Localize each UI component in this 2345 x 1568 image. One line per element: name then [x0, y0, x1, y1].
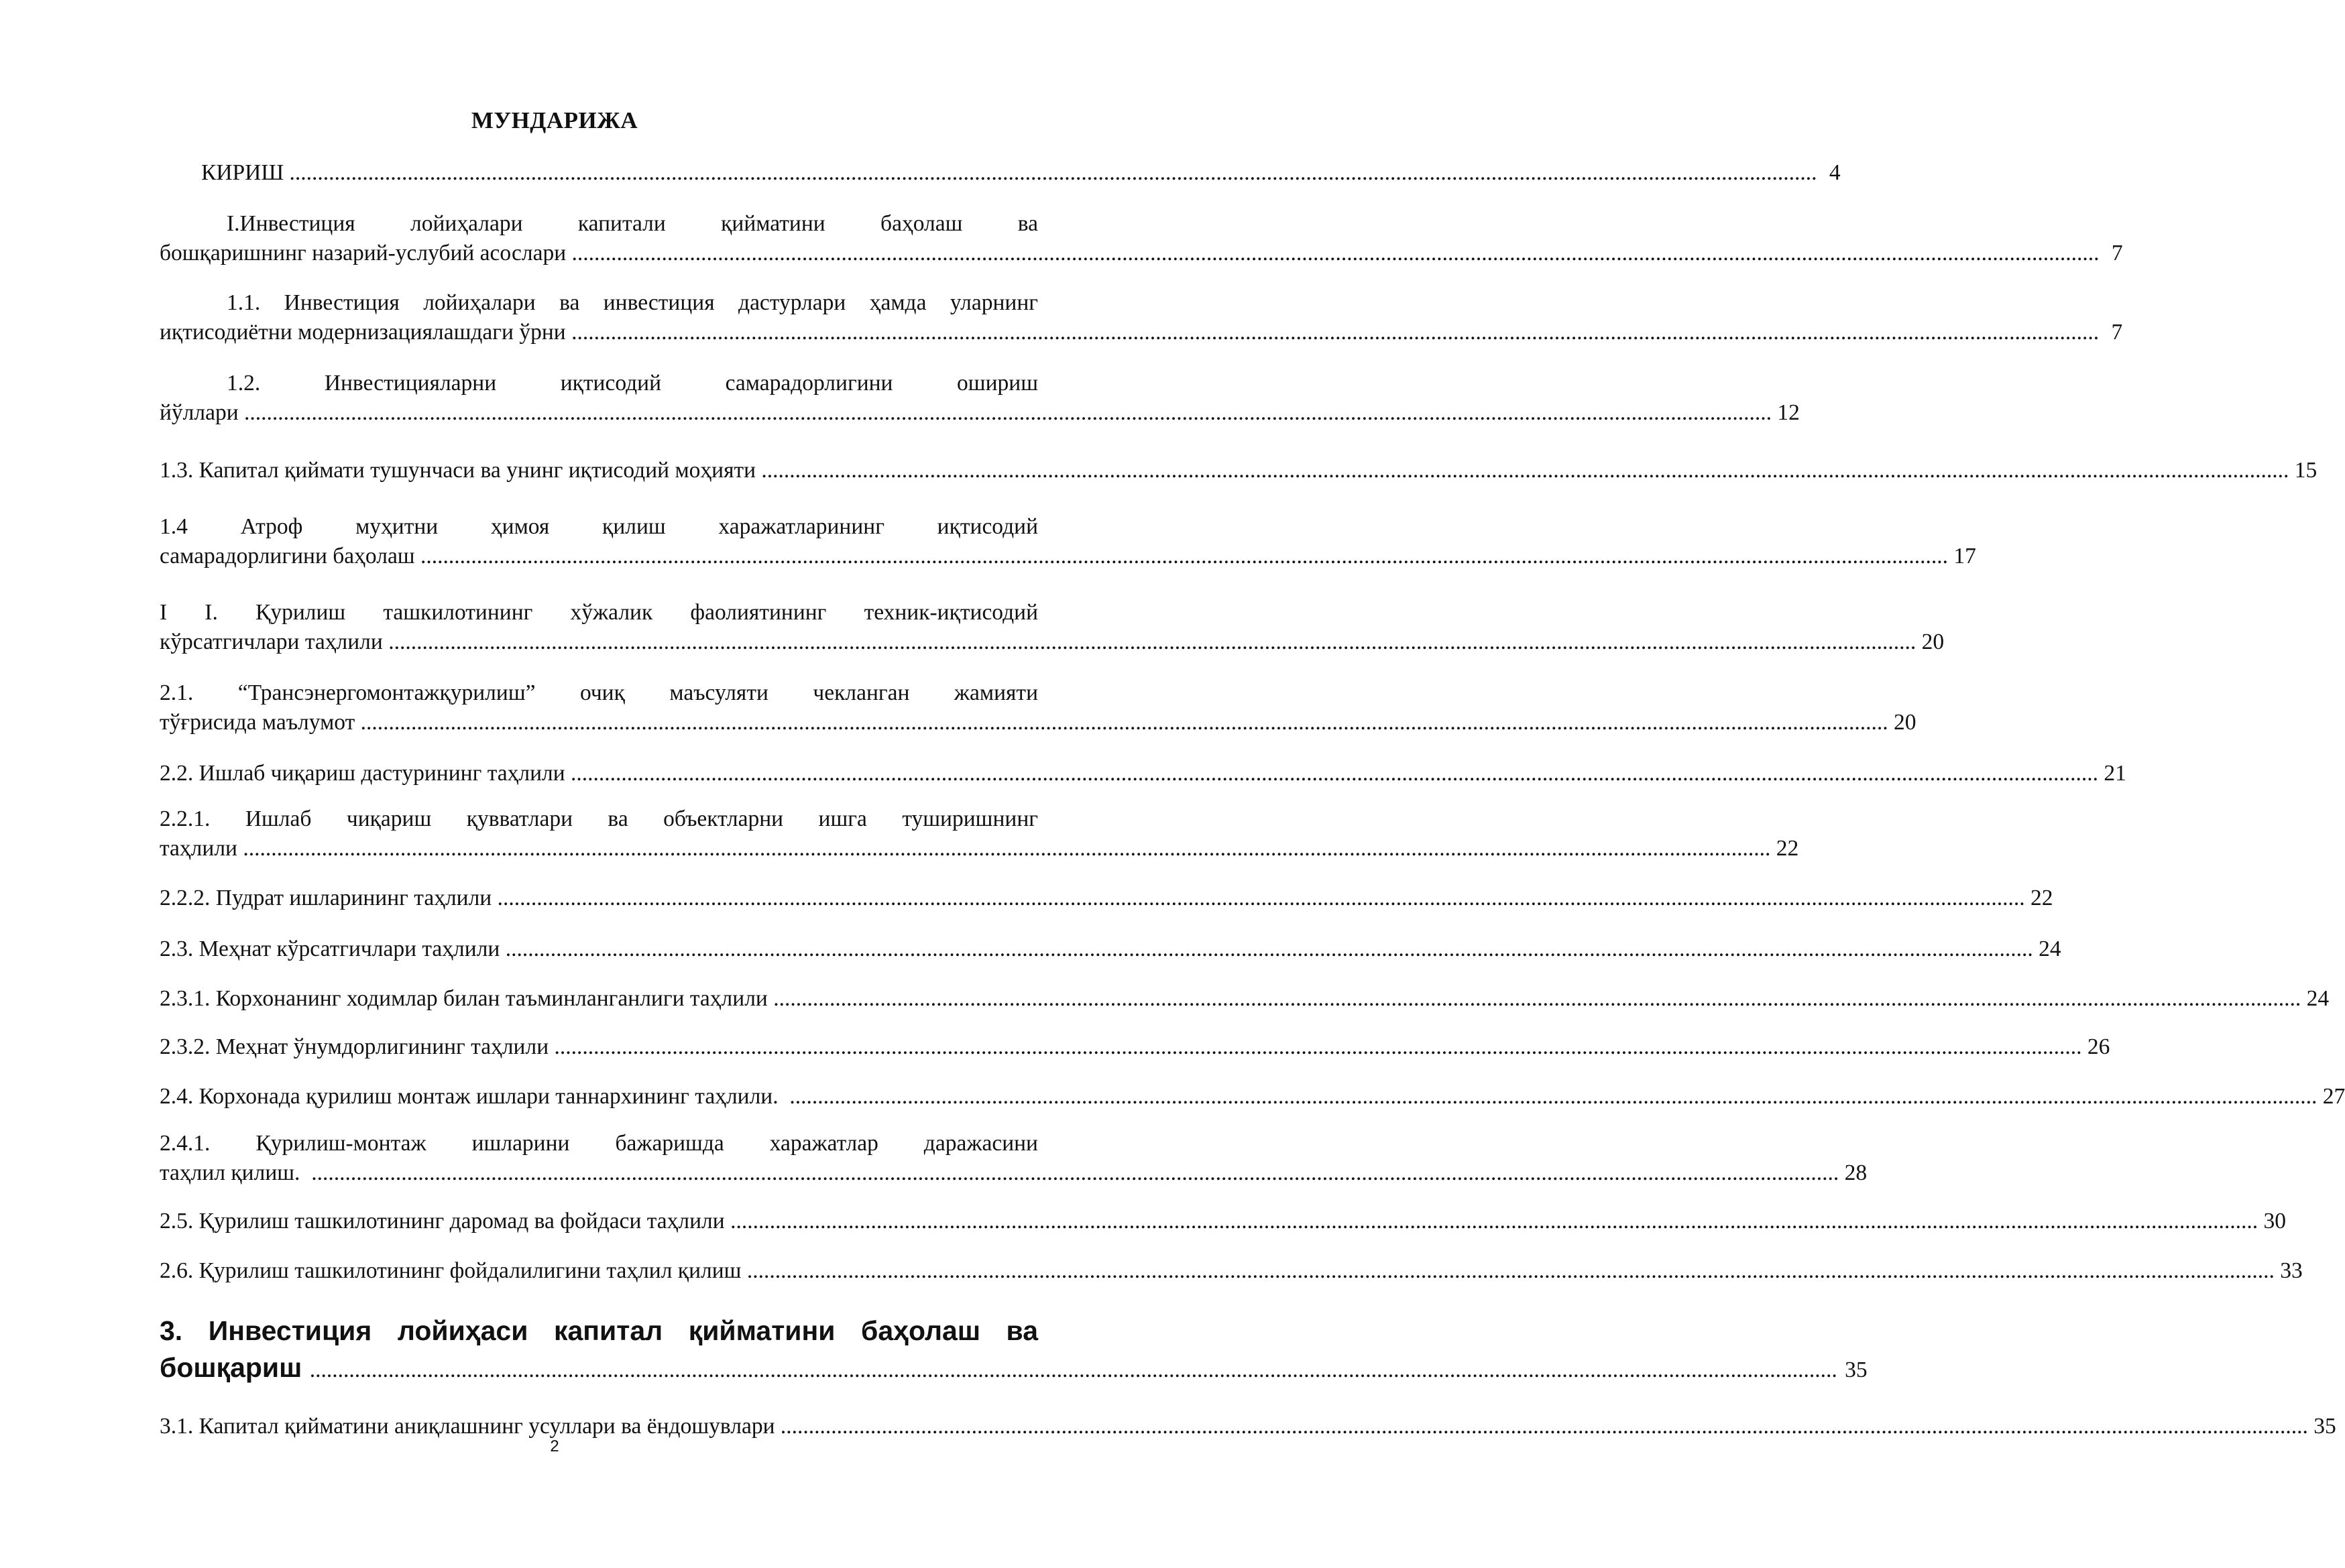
toc-entry-2-2[interactable]	[160, 759, 2126, 788]
toc-entry-text: 2.6. Қурилиш ташкилотининг фойдалилигини таҳлил қилиш	[160, 1258, 742, 1283]
toc-page-number: 15	[2294, 458, 2318, 483]
toc-entry-2-2-2[interactable]	[160, 884, 2053, 913]
toc-page-number: 7	[2111, 320, 2123, 345]
toc-dot-leader	[388, 629, 1916, 654]
toc-entry-line	[160, 1349, 1868, 1388]
toc-entry-chapter-2[interactable]	[160, 598, 1945, 657]
toc-dot-leader	[571, 761, 2098, 786]
toc-entry-text: самарадорлигини баҳолаш	[160, 544, 415, 568]
toc-entry-2-1[interactable]	[160, 678, 1917, 737]
toc-entry-text: бошқариш	[160, 1352, 302, 1383]
toc-page-number: 26	[2087, 1034, 2110, 1059]
toc-entry-2-6[interactable]	[160, 1256, 2303, 1286]
toc-entry-text: 2.3.1. Корхонанинг ходимлар билан таъминланганлиги таҳлили	[160, 986, 768, 1011]
toc-entry-2-5[interactable]	[160, 1207, 2286, 1236]
toc-dot-leader	[243, 836, 1770, 861]
toc-entry-1-2[interactable]	[160, 369, 1800, 428]
toc-entry-line: 2.4.1. Қурилиш-монтаж ишларини бажаришда харажатлар даражасини	[160, 1131, 1038, 1156]
toc-dot-leader	[361, 710, 1888, 735]
toc-page-number: 4	[1829, 160, 1841, 185]
toc-entry-text: 2.2. Ишлаб чиқариш дастурининг таҳлили	[160, 761, 565, 786]
toc-dot-leader	[498, 886, 2025, 910]
toc-page-number: 21	[2104, 761, 2126, 786]
toc-entry-line	[160, 1158, 1868, 1188]
toc-page-number: 33	[2280, 1258, 2303, 1283]
toc-entry-text: 2.2.2. Пудрат ишларининг таҳлили	[160, 886, 492, 910]
toc-dot-leader	[420, 544, 1948, 568]
toc-entry-line	[160, 934, 2061, 964]
toc-entry-line: 2.1. “Трансэнергомонтажқурилиш” очиқ маъсуляти чекланган жамияти	[160, 680, 1038, 705]
toc-page-number: 22	[1776, 836, 1799, 861]
toc-entry-text: йўллари	[160, 400, 239, 425]
toc-entry-text: 2.3.2. Меҳнат ўнумдорлигининг таҳлили	[160, 1034, 549, 1059]
toc-entry-line	[160, 1082, 2345, 1111]
toc-entry-text: таҳлили	[160, 836, 237, 861]
toc-entry-line	[160, 627, 1945, 657]
toc-entry-text: КИРИШ	[201, 160, 284, 185]
toc-entry-line	[160, 834, 1799, 863]
toc-entry-line: 2.2.1. Ишлаб чиқариш қувватлари ва объектларни ишга туширишнинг	[160, 806, 1038, 831]
toc-entry-line	[160, 759, 2126, 788]
toc-entry-line	[201, 158, 1841, 188]
toc-entry-line: 1.2. Инвестицияларни иқтисодий самарадорлигини ошириш	[227, 371, 1038, 396]
toc-entry-line	[160, 1256, 2303, 1286]
toc-entry-2-2-1[interactable]	[160, 804, 1799, 863]
toc-page-number: 35	[1845, 1358, 1868, 1382]
toc-entry-line	[160, 984, 2330, 1014]
toc-entry-line	[160, 1207, 2286, 1236]
toc-page-number: 20	[1921, 629, 1945, 654]
toc-entry-line	[160, 318, 2123, 347]
toc-dot-leader	[290, 160, 1817, 185]
toc-dot-leader	[310, 1358, 1837, 1382]
toc-entry-1-1[interactable]	[160, 288, 2123, 347]
toc-page-number: 12	[1777, 400, 1800, 425]
page-number: 2	[550, 1437, 559, 1455]
toc-entry-line: 3. Инвестиция лойиҳаси капитал қийматини баҳолаш ва	[160, 1315, 1038, 1346]
toc-dot-leader	[311, 1160, 1839, 1185]
toc-entry-introduction[interactable]	[201, 158, 1841, 188]
toc-entry-line: 1.1. Инвестиция лойиҳалари ва инвестиция дастурлари ҳамда уларнинг	[227, 290, 1038, 315]
toc-entry-text: таҳлил қилиш.	[160, 1160, 306, 1185]
toc-entry-text: 2.4. Корхонада қурилиш монтаж ишлари таннархининг таҳлили.	[160, 1084, 784, 1109]
toc-dot-leader	[244, 400, 1772, 425]
toc-page-number: 7	[2111, 241, 2123, 265]
toc-page-number: 28	[1844, 1160, 1868, 1185]
toc-dot-leader	[555, 1034, 2082, 1059]
toc-entry-line	[160, 884, 2053, 913]
toc-entry-1-3[interactable]	[160, 456, 2318, 485]
toc-entry-line	[160, 456, 2318, 485]
toc-entry-line	[160, 398, 1800, 428]
toc-entry-text: 2.3. Меҳнат кўрсатгичлари таҳлили	[160, 937, 500, 961]
toc-dot-leader	[761, 458, 2289, 483]
toc-dot-leader	[730, 1209, 2258, 1233]
toc-entry-chapter-3[interactable]	[160, 1313, 1868, 1388]
toc-entry-chapter-1[interactable]	[160, 209, 2123, 268]
toc-entry-text: тўғрисида маълумот	[160, 710, 355, 735]
toc-dot-leader	[506, 937, 2033, 961]
toc-page-number: 24	[2306, 986, 2330, 1011]
toc-entry-line	[160, 708, 1917, 737]
toc-page-number: 35	[2313, 1414, 2336, 1439]
toc-title: МУНДАРИЖА	[471, 107, 638, 133]
toc-entry-1-4[interactable]	[160, 512, 1976, 571]
toc-entry-line: I I. Қурилиш ташкилотининг хўжалик фаолиятининг техник-иқтисодий	[160, 600, 1038, 625]
toc-entry-text: 1.3. Капитал қиймати тушунчаси ва унинг иқтисодий моҳияти	[160, 458, 756, 483]
toc-page-number: 17	[1953, 544, 1976, 568]
toc-dot-leader	[789, 1084, 2317, 1109]
toc-entry-line: 1.4 Атроф муҳитни ҳимоя қилиш харажатларининг иқтисодий	[160, 514, 1038, 539]
toc-entry-2-4-1[interactable]	[160, 1129, 1868, 1188]
toc-page-number: 30	[2263, 1209, 2286, 1233]
toc-dot-leader	[773, 986, 2301, 1011]
toc-page-number: 24	[2039, 937, 2061, 961]
toc-entry-2-3-1[interactable]	[160, 984, 2330, 1014]
toc-page-number: 27	[2322, 1084, 2345, 1109]
toc-entry-text: иқтисодиётни модернизациялашдаги ўрни	[160, 320, 566, 345]
toc-entry-line: I.Инвестиция лойиҳалари капитали қийматини баҳолаш ва	[227, 211, 1038, 236]
toc-entry-text: бошқаришнинг назарий-услубий асослари	[160, 241, 567, 265]
toc-dot-leader	[747, 1258, 2275, 1283]
toc-entry-2-3[interactable]	[160, 934, 2061, 964]
toc-entry-text: 3.1. Капитал қийматини аниқлашнинг усуллари ва ёндошувлари	[160, 1414, 775, 1439]
toc-entry-2-4[interactable]	[160, 1082, 2345, 1111]
toc-entry-2-3-2[interactable]	[160, 1032, 2110, 1062]
toc-entry-line	[160, 542, 1976, 571]
toc-page-number: 20	[1893, 710, 1917, 735]
toc-entry-text: 2.5. Қурилиш ташкилотининг даромад ва фойдаси таҳлили	[160, 1209, 725, 1233]
toc-dot-leader	[572, 241, 2100, 265]
toc-dot-leader	[781, 1414, 2308, 1439]
toc-page-number: 22	[2031, 886, 2053, 910]
toc-dot-leader	[571, 320, 2099, 345]
toc-entry-text: кўрсатгичлари таҳлили	[160, 629, 383, 654]
toc-entry-line	[160, 1032, 2110, 1062]
toc-entry-line	[160, 239, 2123, 268]
